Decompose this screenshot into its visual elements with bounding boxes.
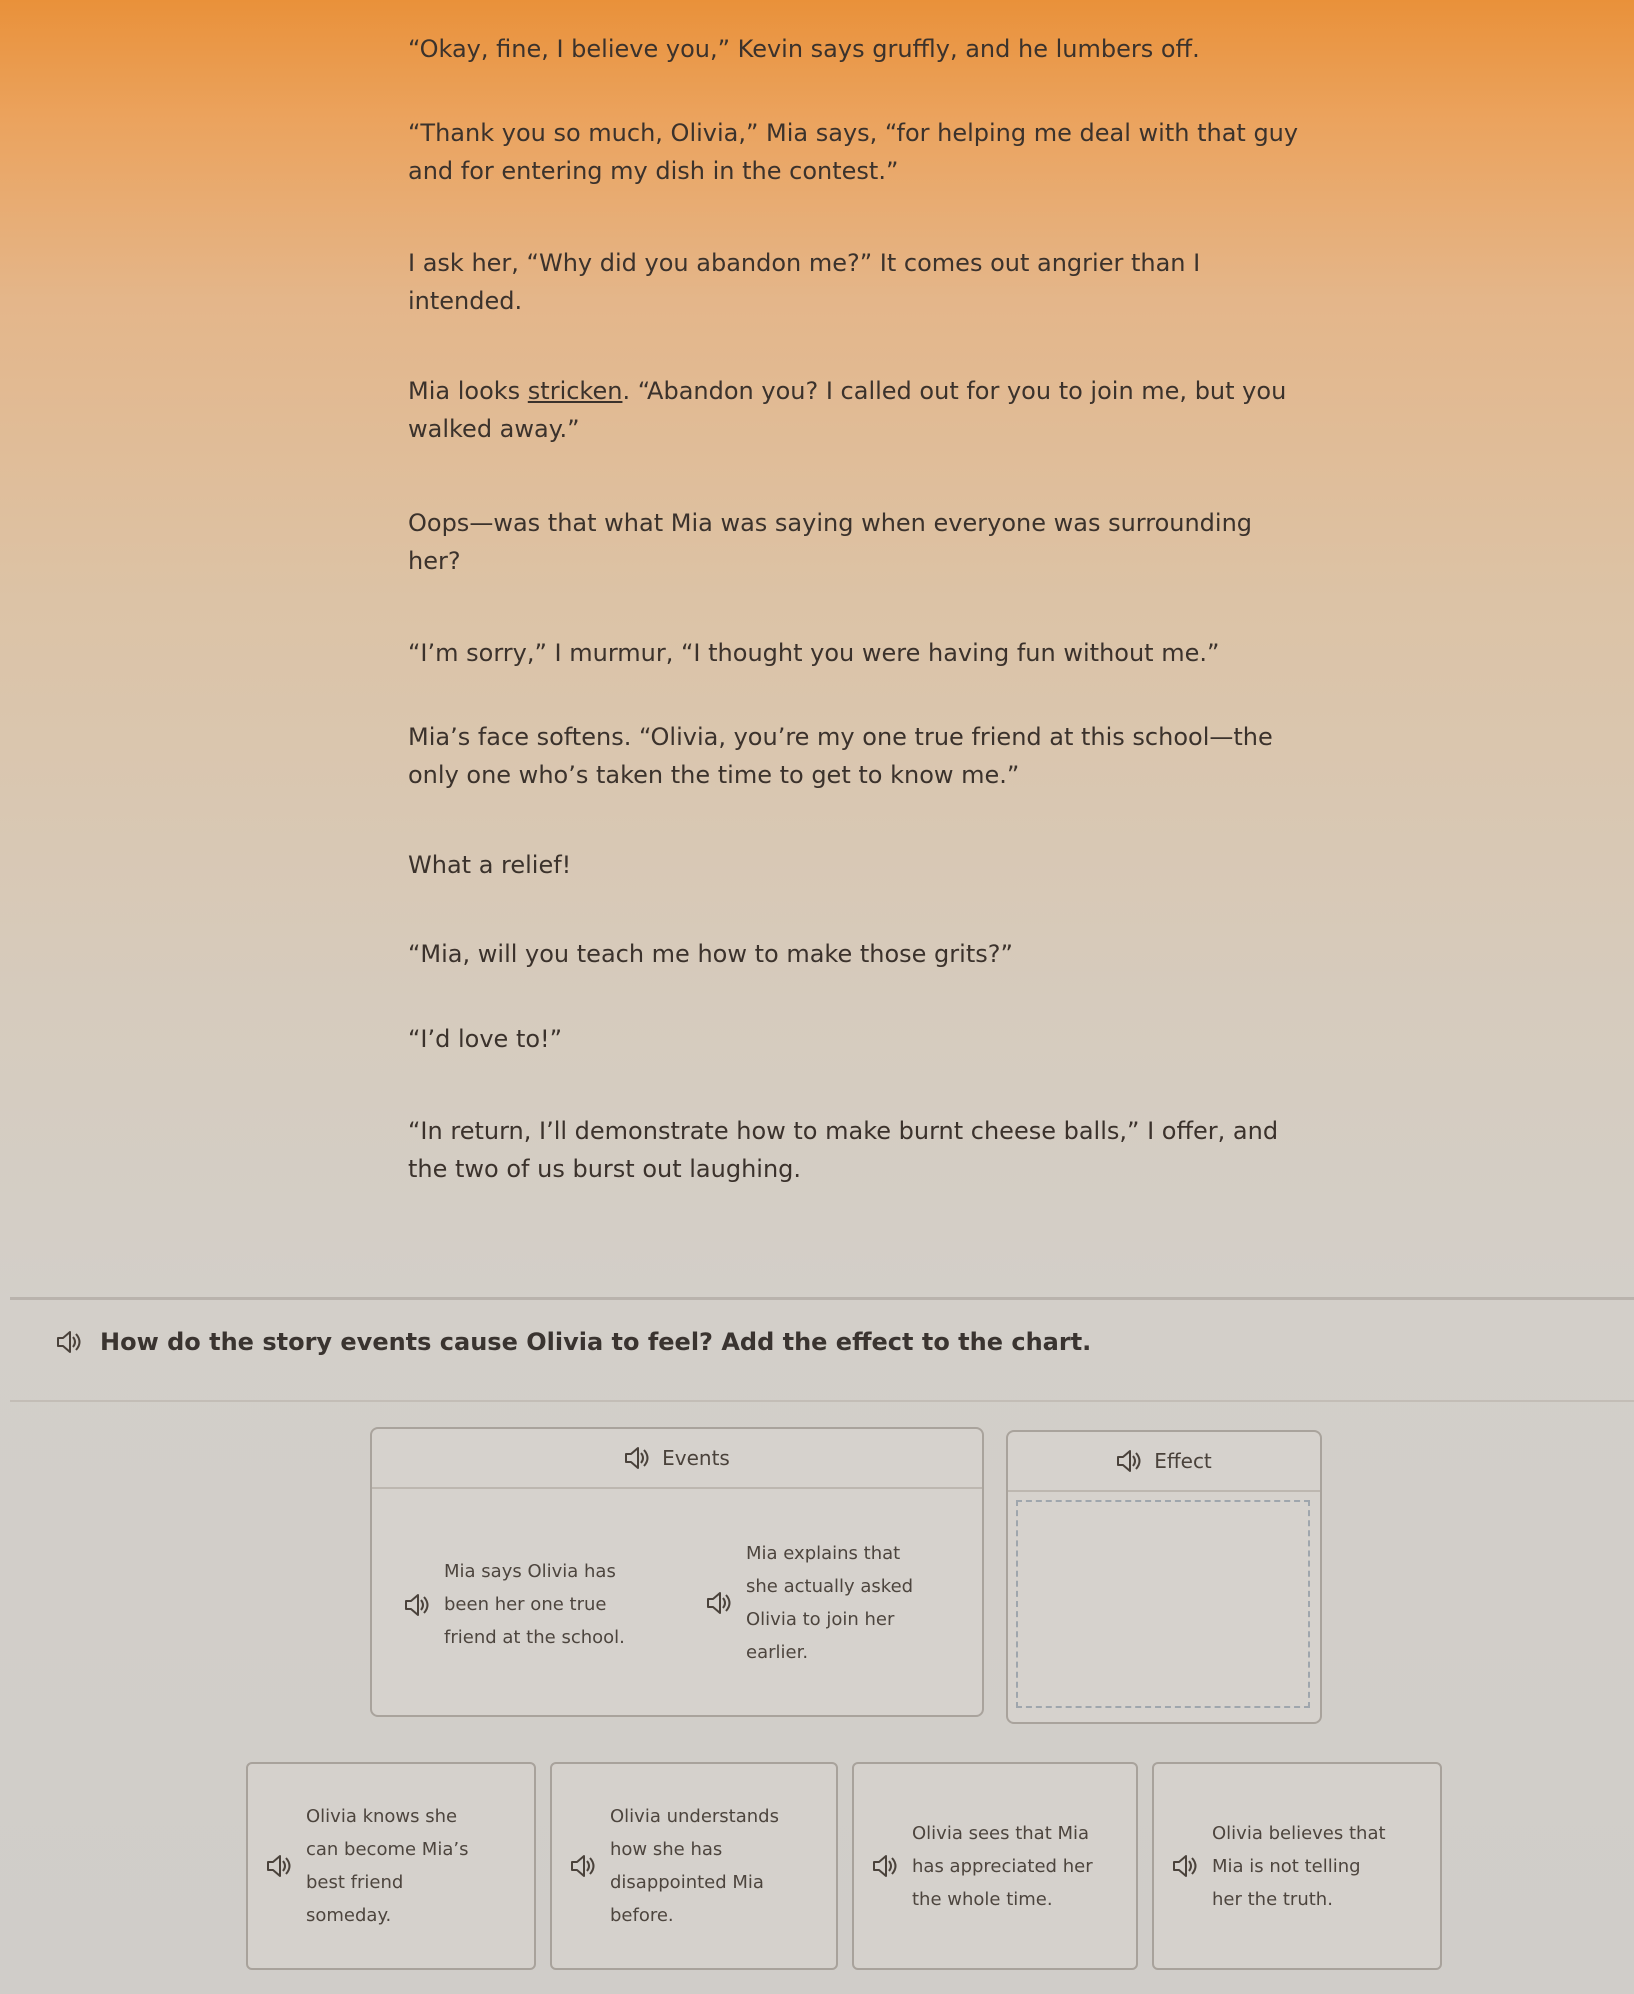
story-paragraph: What a relief! xyxy=(408,851,572,879)
effect-column xyxy=(1006,1430,1322,1724)
speaker-icon[interactable] xyxy=(706,1591,734,1615)
option-card-2[interactable] xyxy=(550,1762,838,1970)
option-text: Olivia understands how she has disappointed Mia before. xyxy=(610,1806,779,1926)
speaker-icon[interactable] xyxy=(1172,1854,1200,1878)
speaker-icon[interactable] xyxy=(266,1854,294,1878)
option-text: Olivia sees that Mia has appreciated her the whole time. xyxy=(912,1822,1093,1910)
story-paragraph: “Mia, will you teach me how to make those grits?” xyxy=(408,940,1013,968)
effect-header xyxy=(1008,1432,1320,1492)
effect-label: Effect xyxy=(1154,1449,1212,1473)
story-paragraph: “In return, I’ll demonstrate how to make burnt cheese balls,” I offer, and the two of us burst out laughing. xyxy=(408,1117,1279,1183)
story-paragraph: “Thank you so much, Olivia,” Mia says, “for helping me deal with that guy and for entering my dish in the contest.” xyxy=(408,119,1299,185)
events-label: Events xyxy=(662,1446,730,1470)
vocabulary-word-stricken[interactable]: stricken xyxy=(527,377,623,405)
story-paragraph: “I’d love to!” xyxy=(408,1025,563,1053)
stricken-line: Mia looks stricken. “Abandon you? I called out for you to join me, but you xyxy=(408,377,1287,405)
story-paragraph-stricken: Mia looks stricken. “Abandon you? I called out for you to join me, but you walked away.” xyxy=(408,372,1368,448)
events-column xyxy=(370,1427,984,1717)
story-paragraph: Mia’s face softens. “Olivia, you’re my one true friend at this school—the only one who’s taken the time to get to know me.” xyxy=(408,723,1273,789)
option-card-1[interactable] xyxy=(246,1762,536,1970)
option-text: Olivia knows she can become Mia’s best friend someday. xyxy=(306,1806,469,1926)
speaker-icon[interactable] xyxy=(624,1446,652,1470)
event-text: Mia explains that she actually asked Olivia to join her earlier. xyxy=(746,1543,914,1663)
events-header xyxy=(372,1429,982,1489)
event-card-1 xyxy=(404,1555,625,1654)
story-paragraph: I ask her, “Why did you abandon me?” It comes out angrier than I intended. xyxy=(408,249,1201,315)
divider xyxy=(10,1297,1634,1300)
option-card-3[interactable] xyxy=(852,1762,1138,1970)
story-paragraph: “Okay, fine, I believe you,” Kevin says gruffly, and he lumbers off. xyxy=(408,35,1200,63)
event-card-2 xyxy=(706,1537,913,1669)
divider xyxy=(10,1400,1634,1402)
story-paragraph: “I’m sorry,” I murmur, “I thought you were having fun without me.” xyxy=(408,639,1220,667)
speaker-icon[interactable] xyxy=(404,1593,432,1617)
speaker-icon[interactable] xyxy=(872,1854,900,1878)
speaker-icon[interactable] xyxy=(570,1854,598,1878)
effect-drop-zone[interactable] xyxy=(1016,1500,1310,1708)
speaker-icon[interactable] xyxy=(56,1330,84,1354)
event-text: Mia says Olivia has been her one true friend at the school. xyxy=(444,1561,625,1648)
option-text: Olivia believes that Mia is not telling her the truth. xyxy=(1212,1822,1386,1910)
speaker-icon[interactable] xyxy=(1116,1449,1144,1473)
question-row xyxy=(56,1328,1091,1356)
option-card-4[interactable] xyxy=(1152,1762,1442,1970)
question-text: How do the story events cause Olivia to feel? Add the effect to the chart. xyxy=(100,1328,1092,1356)
story-paragraph: Oops—was that what Mia was saying when everyone was surrounding her? xyxy=(408,509,1253,575)
